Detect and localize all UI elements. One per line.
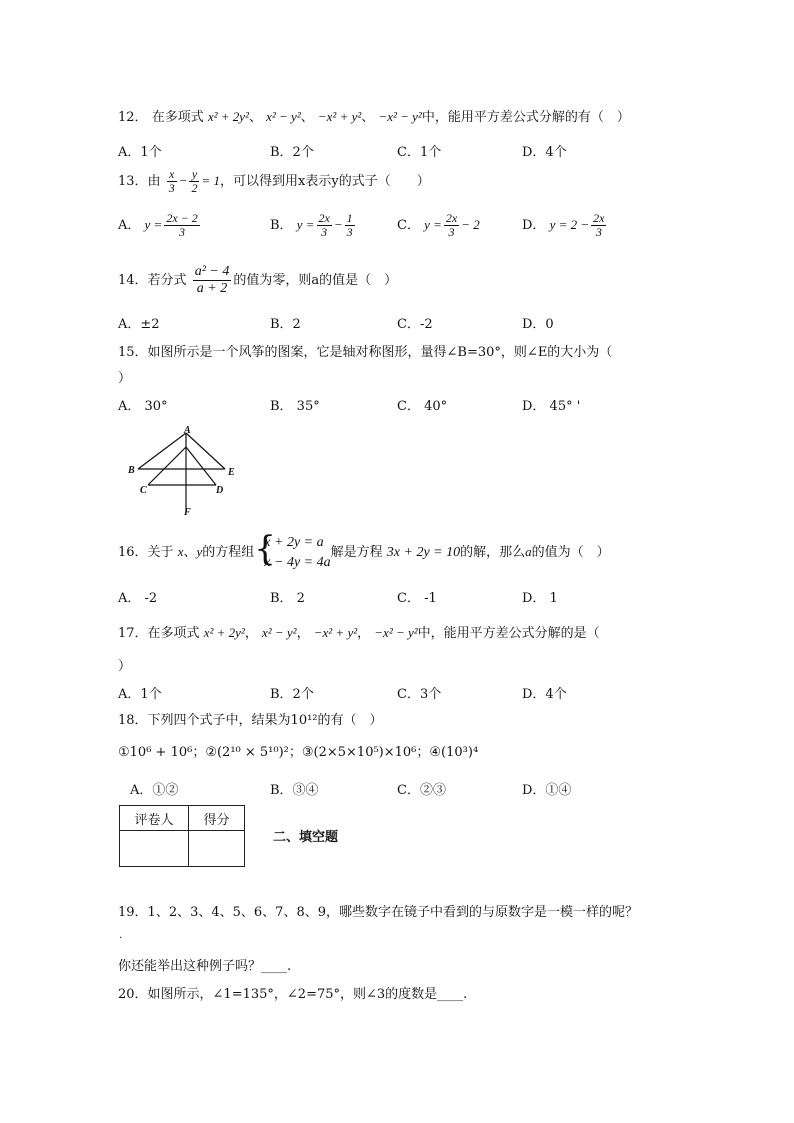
q12-option-c: C．1个 xyxy=(397,145,442,160)
question-14: 14．若分式 $\frac{\text{a² − 4}}{a + 2}$ 的值为零，则a的值是（ ） xyxy=(118,264,398,296)
q12-option-d: D．4个 xyxy=(522,145,567,160)
fraction-a: $\frac{\text{a² − 4}}{a + 2}$ xyxy=(194,264,230,296)
q16-option-b: B． 2 xyxy=(270,591,305,606)
q17-option-a: A．1个 xyxy=(118,687,162,702)
label-e: E xyxy=(228,467,235,478)
question-18: 18．下列四个式子中，结果为10¹²的有（ ） xyxy=(118,713,383,728)
section-heading: 二、填空题 xyxy=(273,830,339,845)
q15-option-b: B． 35° xyxy=(270,399,320,414)
label-b: B xyxy=(128,465,135,476)
label-f: F xyxy=(184,507,191,518)
q12-option-a: A．1个 xyxy=(118,145,162,160)
question-19: 19．1、2、3、4、5、6、7、8、9，哪些数字在镜子中看到的与原数字是一模一样的呢？ xyxy=(118,905,638,920)
q17-option-b: B．2个 xyxy=(270,687,314,702)
question-20: 20．如图所示，∠1=135°，∠2=75°，则∠3的度数是____. xyxy=(118,987,468,1002)
q13-option-a: A． y = $\frac{2x - 2}{3}$ xyxy=(118,211,198,239)
q18-option-d: D．①④ xyxy=(522,783,572,798)
kite-figure xyxy=(120,425,250,520)
q14-option-d: D．0 xyxy=(522,317,554,332)
score-table-header-score: 得分 xyxy=(189,806,245,831)
label-d: D xyxy=(216,485,224,496)
q14-option-a: A．±2 xyxy=(118,317,160,332)
expr-3: −x² + y² xyxy=(317,109,362,124)
expr-1: x² + 2y² xyxy=(207,109,249,124)
question-15-cont: ） xyxy=(118,371,132,386)
q13-option-d: D． y = 2 − $\frac{2x}{3}$ xyxy=(522,211,605,239)
score-table xyxy=(119,805,245,867)
equation-system: { x + 2y = a x − 4y = 4a xyxy=(254,528,331,570)
q15-option-a: A． 30° xyxy=(118,399,168,414)
fraction-x-3: $\frac{x}{3}$ xyxy=(168,167,175,195)
score-table-header-grader: 评卷人 xyxy=(120,806,189,831)
expr-4: −x² − y² xyxy=(378,109,422,124)
q16-option-c: C． -1 xyxy=(397,591,437,606)
q18-option-c: C．②③ xyxy=(397,783,446,798)
score-table-grader-cell xyxy=(120,831,189,867)
question-13: 13．由 $\frac{x}{3}$ − $\frac{y}{2}$ = 1，可以得到用x表示y的式子（ ） xyxy=(118,167,430,195)
question-12: 12． 在多项式 x² + 2y²、 x² − y²、 −x² + y²、 −x² − y²中，能用平方差公式分解的有（ ） xyxy=(118,109,630,125)
q16-option-a: A． -2 xyxy=(118,591,158,606)
label-a: A xyxy=(184,425,191,436)
q18-option-a: A．①② xyxy=(130,783,179,798)
stray-dot: . xyxy=(119,930,123,941)
question-18-expressions: ①10⁶ + 10⁶；②(2¹⁰ × 5¹⁰)²；③(2×5×10⁵)×10⁶；④(10³)⁴ xyxy=(118,745,479,760)
q17-option-c: C．3个 xyxy=(397,687,442,702)
question-17: 17．在多项式 x² + 2y²， x² − y²， −x² + y²， −x² − y²中，能用平方差公式分解的是（ xyxy=(118,625,600,641)
question-17-cont: ） xyxy=(118,659,132,674)
expr-2: x² − y² xyxy=(266,109,301,124)
q14-option-c: C．-2 xyxy=(397,317,433,332)
q15-option-c: C． 40° xyxy=(397,399,448,414)
fraction-y-2: $\frac{y}{2}$ xyxy=(191,167,198,195)
q13-option-c: C． y = $\frac{2x}{3}$ − 2 xyxy=(397,211,480,239)
q12-option-b: B．2个 xyxy=(270,145,314,160)
label-c: C xyxy=(140,485,147,496)
question-15: 15．如图所示是一个风筝的图案，它是轴对称图形，量得∠B=30°，则∠E的大小为（ xyxy=(118,345,613,360)
question-16: 16．关于 x、y的方程组 { x + 2y = a x − 4y = 4a 解是方程 3x + 2y = 10的解，那么a的值为（ ） xyxy=(118,530,610,575)
q13-option-b: B． y = $\frac{2x}{3}$ − $\frac{1}{3}$ xyxy=(270,211,353,239)
q14-option-b: B．2 xyxy=(270,317,301,332)
q18-option-b: B．③④ xyxy=(270,783,319,798)
q17-option-d: D．4个 xyxy=(522,687,567,702)
question-19-cont: 你还能举出这种例子吗？____. xyxy=(118,959,292,974)
q16-option-d: D． 1 xyxy=(522,591,558,606)
score-table-score-cell xyxy=(189,831,245,867)
q15-option-d: D． 45° ' xyxy=(522,399,581,414)
